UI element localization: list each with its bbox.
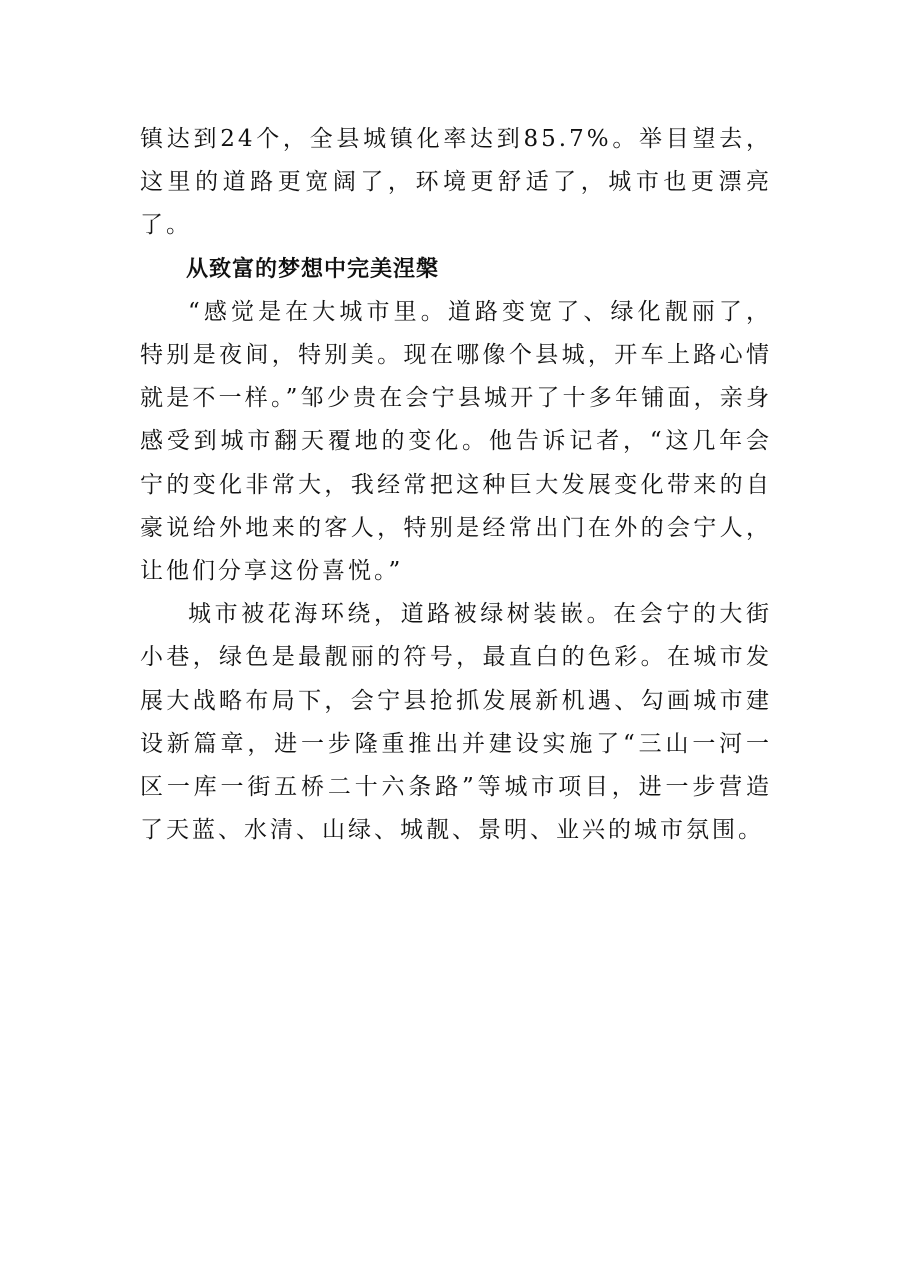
paragraph-urbanization: 镇达到24个，全县城镇化率达到85.7%。举目望去，这里的道路更宽阔了，环境更舒适了，城市也更漂亮了。 [140, 126, 772, 239]
paragraph-city-green: 城市被花海环绕，道路被绿树装嵌。在会宁的大街小巷，绿色是最靓丽的符号，最直白的色彩。在城市发展大战略布局下，会宁县抢抓发展新机遇、勾画城市建设新篇章，进一步隆重推出并建设实施了“三山一河一区一库一街五桥二十六条路”等城市项目，进一步营造了天蓝、水清、山绿、城靓、景明、业兴的城市氛围。 [140, 601, 772, 844]
section-heading: 从致富的梦想中完美涅槃 [186, 256, 440, 282]
paragraph-quote: “感觉是在大城市里。道路变宽了、绿化靓丽了，特别是夜间，特别美。现在哪像个县城，开车上路心情就是不一样。”邹少贵在会宁县城开了十多年铺面，亲身感受到城市翻天覆地的变化。他告诉记者，“这几年会宁的变化非常大，我经常把这种巨大发展变化带来的自豪说给外地来的客人，特别是经常出门在外的会宁人，让他们分享这份喜悦。” [140, 298, 772, 585]
document-body [140, 118, 772, 852]
